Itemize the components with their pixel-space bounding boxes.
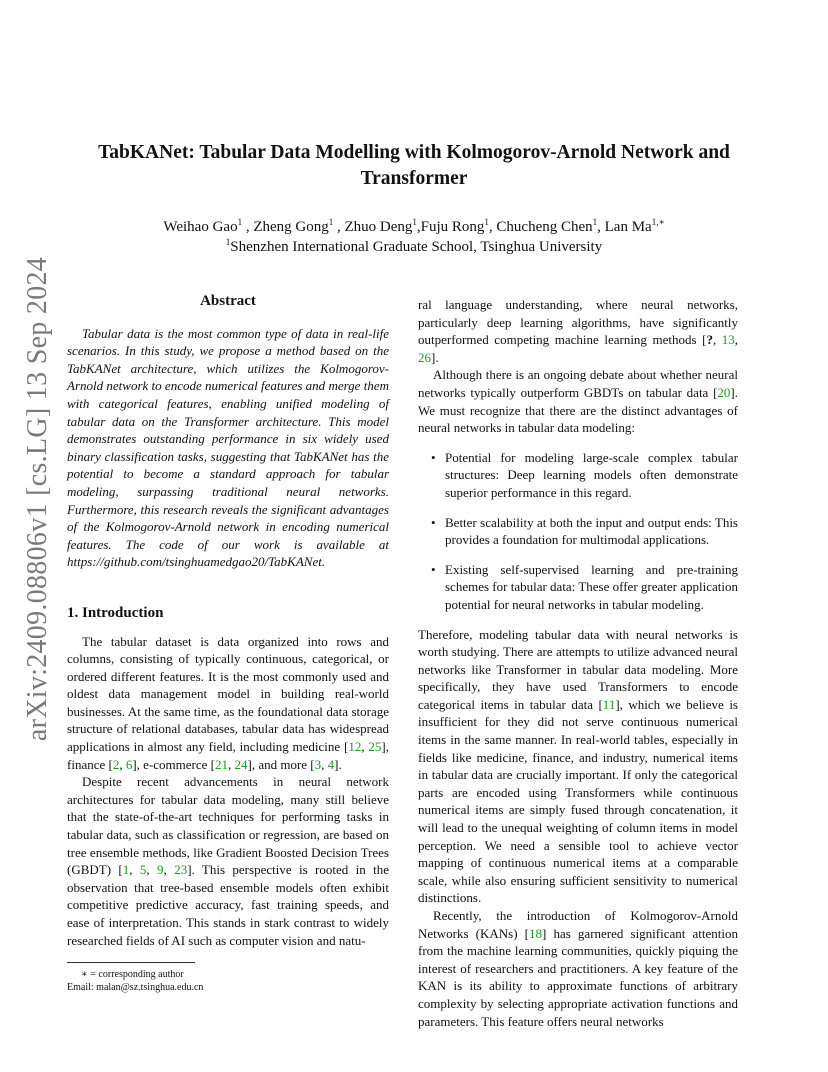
right-paragraph-3 xyxy=(418,907,738,1030)
intro-paragraph-1 xyxy=(67,633,389,774)
paragraph-text: Recently, the introduction of Kolmogorov-Arnold Networks (KANs) [ xyxy=(418,908,738,941)
affiliation-mark: 1 xyxy=(484,217,489,227)
list-item xyxy=(418,449,738,502)
affiliation-mark: 1 xyxy=(225,237,231,247)
footnote-corresponding: ∗ = corresponding author xyxy=(81,969,184,981)
list-item xyxy=(418,514,738,549)
bullet-marker: • xyxy=(431,449,436,465)
affiliation-mark: 1 xyxy=(328,217,334,227)
author-name: , Zheng Gong xyxy=(242,219,329,235)
citation-link[interactable]: 26 xyxy=(418,349,431,365)
paragraph-text: , xyxy=(321,756,328,772)
arxiv-identifier-stamp: arXiv:2409.08806v1 [cs.LG] 13 Sep 2024 xyxy=(22,256,53,742)
list-item-text: Existing self-supervised learning and pre-training schemes for tabular data: These offer greater application potential for neural networks in tabular modeling. xyxy=(445,561,738,612)
author-name: , Chucheng Chen xyxy=(488,219,593,235)
paragraph-text: , xyxy=(119,756,126,772)
paragraph-text: , xyxy=(227,756,235,772)
paragraph-text: , xyxy=(146,862,158,878)
author-name: Weihao Gao xyxy=(163,219,238,235)
intro-paragraph-2 xyxy=(67,773,389,949)
citation-link[interactable]: 5 xyxy=(139,862,147,878)
paragraph-text: ral language understanding, where neural networks, particularly deep learning algorithms, have significantly outperformed competing machine learning methods [ xyxy=(418,297,738,348)
paragraph-text: ] has garnered significant attention from the machine learning communities, quickly piquing the interest of researchers and practitioners. A key feature of the KAN is its ability to approximate functions of arbitrary complexity by selecting appropriate activation functions and parameters. This feature offers neural networks xyxy=(418,925,738,1029)
citation-link[interactable]: 4 xyxy=(327,756,335,772)
paragraph-text: Therefore, modeling tabular data with neural networks is worth studying. There are attempts to utilize advanced neural networks like Transformer in tabular data modeling. More specifically, they have used Transformers to encode categorical items in tabular data [ xyxy=(418,626,738,712)
citation-link[interactable]: 25 xyxy=(368,739,382,755)
paragraph-text: , xyxy=(129,862,140,878)
abstract-text: Tabular data is the most common type of data in real-life scenarios. In this study, we propose a method based on the TabKANet architecture, which utilizes the Kolmogorov-Arnold network to encode numerical features and merge them with categorical features, enabling unified modeling of tabular data on the Transformer architecture. This model demonstrates outstanding performance in six widely used binary classification tasks, suggesting that TabKANet has the potential to become a standard approach for tabular modeling, surpassing traditional neural networks. Furthermore, this research reveals the significant advantages of the Kolmogorov-Arnold network in encoding numerical features. The code of our work is available at https://github.com/tsinghuamedgao20/TabKANet. xyxy=(67,325,389,570)
footnote xyxy=(67,968,389,994)
affiliation-mark: 1 xyxy=(592,217,598,227)
unresolved-citation: ? xyxy=(706,332,713,348)
paragraph-text: The tabular dataset is data organized into rows and columns, consisting of typically continuous, categorical, or ordered different features. It is the most commonly used and oldest data management model in building real-world businesses. At the same time, as the foundational data storage structure of relational databases, tabular data has widespread applications in almost any field, including medicine [ xyxy=(67,633,389,755)
author-name: , Lan Ma xyxy=(597,219,652,235)
paragraph-text: ], which we believe is insufficient for they did not serve continuous numerical items in the same manner. In real-world tables, especially in fields like medicine, finance, and industry, numerical items in tabular data are crucially important. If only the categorical parts are encoded using Transformers while continuous numerical items are simply fused through concatenation, it will lead to the unequal weighting of column items in model perception. We need a sensible tool to achieve vector mapping of continuous numerical items at a comparable scale, while also ensuring sufficient sensitivity to numerical distinctions. xyxy=(418,696,738,906)
citation-link[interactable]: 18 xyxy=(529,925,543,941)
citation-link[interactable]: 24 xyxy=(234,756,248,772)
author-list xyxy=(80,217,748,237)
citation-link[interactable]: 3 xyxy=(314,756,322,772)
citation-link[interactable]: 1 xyxy=(122,862,130,878)
citation-link[interactable]: 13 xyxy=(721,332,735,348)
author-name: ,Fuju Rong xyxy=(416,219,485,235)
paragraph-text: ]. This perspective is rooted in the observation that tree-based ensemble models often exhibit competitive predictive accuracy, fast training speeds, and ease of interpretation. This stands in stark contrast to widely researched fields of AI such as computer vision and natu- xyxy=(67,862,390,948)
paragraph-text: Despite recent advancements in neural network architectures for tabular data modeling, many still believe that the state-of-the-art techniques for performing tasks in tabular data, such as classification or regression, are based on tree ensemble methods, like Gradient Boosted Decision Trees (GBDT) [ xyxy=(67,774,389,878)
citation-link[interactable]: 21 xyxy=(214,756,228,772)
affiliation-text: Shenzhen International Graduate School, Tsinghua University xyxy=(230,239,603,255)
citation-link[interactable]: 9 xyxy=(157,862,164,878)
paper-title: TabKANet: Tabular Data Modelling with Kolmogorov-Arnold Network and Transformer xyxy=(98,142,730,189)
paragraph-text: ]. We must recognize that there are the distinct advantages of neural networks in tabular data modeling: xyxy=(418,384,738,436)
list-item xyxy=(418,561,738,614)
author-name: , Zhuo Deng xyxy=(333,219,413,235)
list-item-text: Potential for modeling large-scale complex tabular structures: Deep learning models often demonstrate superior performance in this regard. xyxy=(445,449,738,500)
abstract-heading: Abstract xyxy=(200,293,256,309)
citation-link[interactable]: 6 xyxy=(125,756,133,772)
footnote-email: Email: malan@sz.tsinghua.edu.cn xyxy=(67,982,204,994)
right-paragraph-1 xyxy=(418,366,738,436)
affiliation-mark: 1 xyxy=(237,217,243,227)
citation-link[interactable]: 11 xyxy=(602,696,616,712)
bullet-marker: • xyxy=(431,514,436,530)
paragraph-text: ]. xyxy=(431,349,439,365)
affiliation-mark: 1 xyxy=(412,217,417,227)
section-heading-introduction: 1. Introduction xyxy=(67,604,164,621)
paragraph-text: Although there is an ongoing debate about whether neural networks typically outperform GBDTs on tabular data [ xyxy=(418,367,738,400)
citation-link[interactable]: 20 xyxy=(717,384,731,400)
paragraph-text: , xyxy=(361,739,369,755)
citation-link[interactable]: 12 xyxy=(348,739,362,755)
list-item-text: Better scalability at both the input and output ends: This provides a foundation for multimodal applications. xyxy=(445,514,738,548)
right-paragraph-2 xyxy=(418,626,738,908)
paragraph-text: , xyxy=(163,862,175,878)
citation-link[interactable]: 2 xyxy=(112,756,120,772)
affiliation-mark: 1,∗ xyxy=(651,217,665,227)
citation-link[interactable]: 23 xyxy=(174,862,188,878)
paragraph-text: , xyxy=(712,332,722,348)
paragraph-text: ], e-commerce [ xyxy=(132,756,215,772)
advantages-list xyxy=(418,449,738,614)
bullet-marker: • xyxy=(431,561,436,577)
right-paragraph-0 xyxy=(418,296,738,366)
footnote-divider xyxy=(67,962,195,963)
paragraph-text: ], and more [ xyxy=(247,756,315,772)
paragraph-text: ]. xyxy=(334,756,342,772)
left-column xyxy=(67,293,389,994)
paragraph-text: ], finance [ xyxy=(67,739,390,772)
right-column xyxy=(418,296,738,1030)
paragraph-text: , xyxy=(734,332,738,348)
affiliation xyxy=(80,237,748,257)
